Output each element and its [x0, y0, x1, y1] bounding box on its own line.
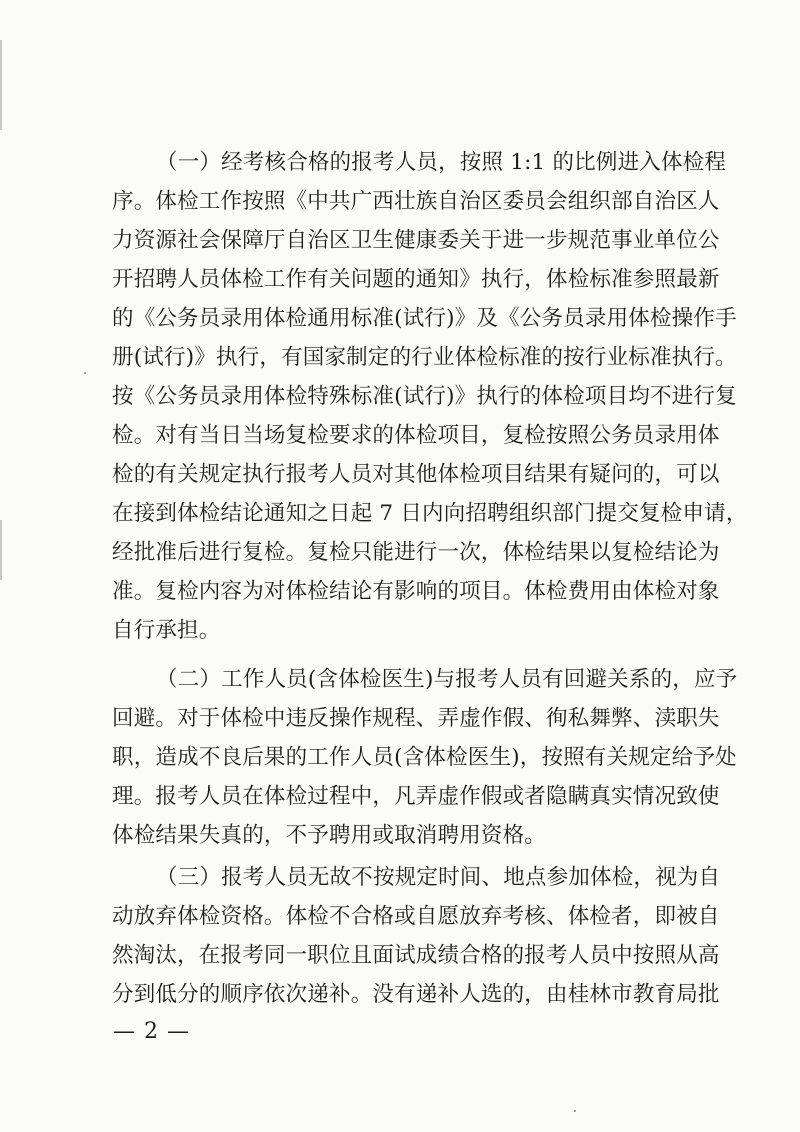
- scan-speck: [574, 1110, 576, 1112]
- paragraph-line: 然淘汰，在报考同一职位且面试成绩合格的报考人员中按照从高: [112, 943, 720, 968]
- page-number: — 2 —: [113, 1019, 190, 1044]
- paragraph-line: 的《公务员录用体检通用标准(试行)》及《公务员录用体检操作手: [112, 306, 737, 331]
- paragraph-1: [112, 143, 748, 650]
- paragraph-line: （二）工作人员(含体检医生)与报考人员有回避关系的，应予: [156, 667, 738, 692]
- paragraph-line: 力资源社会保障厅自治区卫生健康委关于进一步规范事业单位公: [112, 228, 720, 253]
- paragraph-line: 理。报考人员在体检过程中，凡弄虚作假或者隐瞒真实情况致使: [112, 784, 720, 809]
- paragraph-line: 分到低分的顺序依次递补。没有递补人选的，由桂林市教育局批: [112, 982, 720, 1007]
- paragraph-line: （一）经考核合格的报考人员，按照 1:1 的比例进入体检程: [156, 150, 727, 175]
- paragraph-line: 序。体检工作按照《中共广西壮族自治区委员会组织部自治区人: [112, 189, 720, 214]
- paragraph-line: 检。对有当日当场复检要求的体检项目，复检按照公务员录用体: [112, 423, 720, 448]
- paragraph-line: 自行承担。: [112, 618, 221, 643]
- paragraph-line: 动放弃体检资格。体检不合格或自愿放弃考核、体检者，即被自: [112, 904, 720, 929]
- paragraph-3: [112, 858, 721, 1014]
- binding-mark: [0, 520, 2, 580]
- scan-speck: [84, 372, 86, 374]
- paragraph-line: 回避。对于体检中违反操作规程、弄虚作假、徇私舞弊、渎职失: [112, 706, 720, 731]
- paragraph-line: 经批准后进行复检。复检只能进行一次，体检结果以复检结论为: [112, 540, 720, 565]
- paragraph-line: 检的有关规定执行报考人员对其他体检项目结果有疑问的，可以: [112, 462, 720, 487]
- paragraph-line: 册(试行)》执行，有国家制定的行业体检标准的按行业标准执行。: [112, 345, 737, 370]
- paragraph-line: 在接到体检结论通知之日起 7 日内向招聘组织部门提交复检申请，: [112, 501, 748, 526]
- paragraph-line: 体检结果失真的，不予聘用或取消聘用资格。: [112, 823, 547, 848]
- paragraph-line: （三）报考人员无故不按规定时间、地点参加体检，视为自: [156, 865, 721, 890]
- paragraph-line: 职，造成不良后果的工作人员(含体检医生)，按照有关规定给予处: [112, 745, 737, 770]
- paragraph-line: 准。复检内容为对体检结论有影响的项目。体检费用由体检对象: [112, 579, 720, 604]
- paragraph-2: [112, 660, 738, 855]
- binding-mark: [0, 40, 2, 130]
- paragraph-line: 开招聘人员体检工作有关问题的通知》执行，体检标准参照最新: [112, 267, 720, 292]
- paragraph-line: 按《公务员录用体检特殊标准(试行)》执行的体检项目均不进行复: [112, 384, 737, 409]
